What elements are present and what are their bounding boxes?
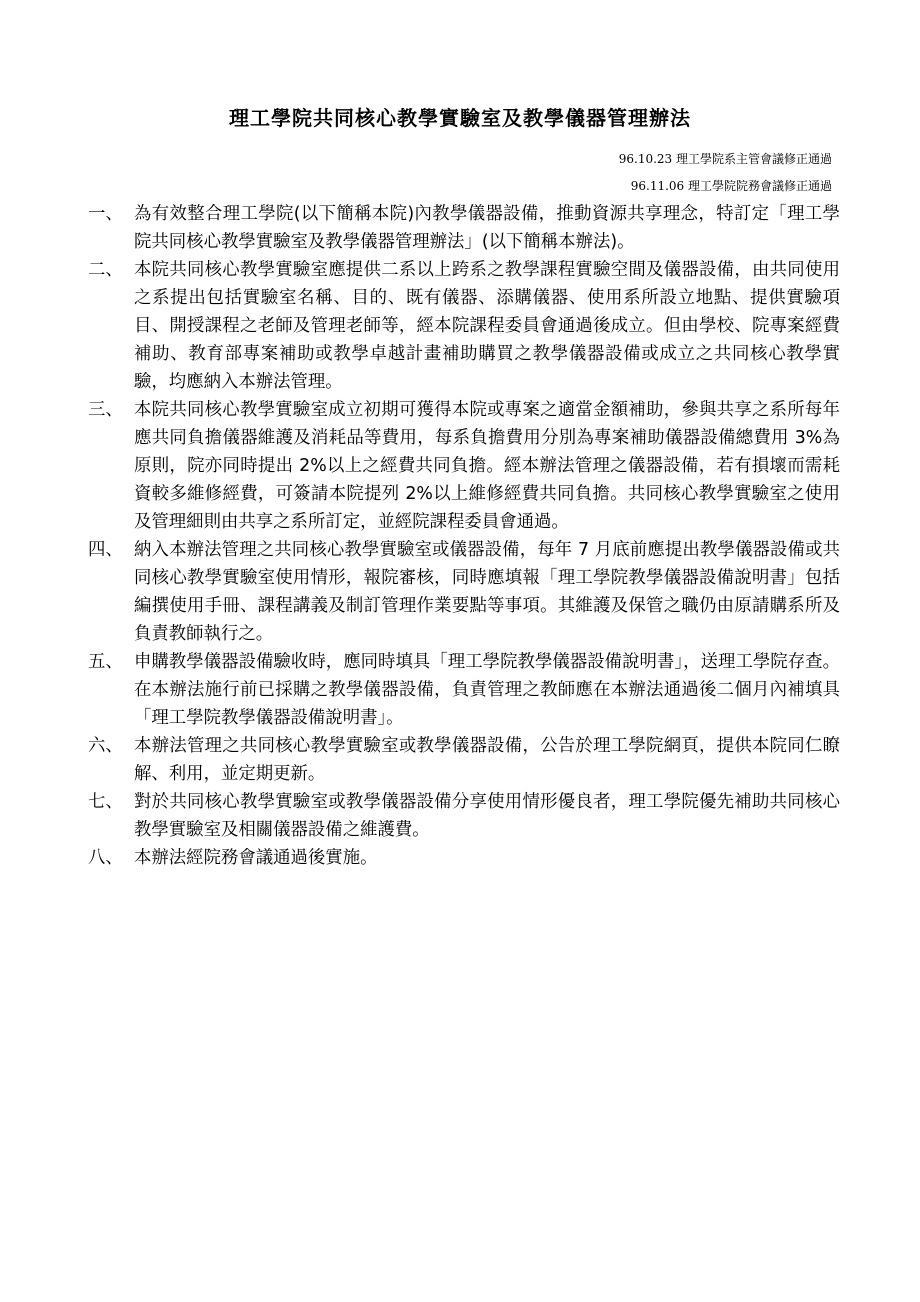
article-text: 本辦法管理之共同核心教學實驗室或教學儀器設備，公告於理工學院網頁，提供本院同仁瞭解、利用，並定期更新。 bbox=[134, 736, 840, 784]
document-title: 理工學院共同核心教學實驗室及教學儀器管理辦法 bbox=[229, 106, 691, 130]
article-number: 六、 bbox=[88, 736, 123, 756]
article-list bbox=[88, 200, 840, 872]
approval-note-2: 96.11.06 理工學院院務會議修正通過 bbox=[630, 179, 832, 193]
article-7 bbox=[88, 788, 840, 844]
article-number: 七、 bbox=[88, 792, 123, 812]
approval-note-1: 96.10.23 理工學院系主管會議修正通過 bbox=[618, 152, 832, 166]
article-6 bbox=[88, 732, 840, 788]
article-text: 為有效整合理工學院(以下簡稱本院)內教學儀器設備，推動資源共享理念，特訂定「理工學院共同核心教學實驗室及教學儀器管理辦法」(以下簡稱本辦法)。 bbox=[134, 204, 840, 252]
article-2 bbox=[88, 256, 840, 396]
article-number: 三、 bbox=[88, 400, 123, 420]
article-number: 八、 bbox=[88, 848, 123, 868]
article-number: 二、 bbox=[88, 260, 123, 280]
article-text: 納入本辦法管理之共同核心教學實驗室或儀器設備，每年 7 月底前應提出教學儀器設備或共同核心教學實驗室使用情形，報院審核，同時應填報「理工學院教學儀器設備說明書」包括編撰使用手冊、課程講義及制訂管理作業要點等事項。其維護及保管之職仍由原請購系所及負責教師執行之。 bbox=[134, 540, 840, 644]
article-number: 一、 bbox=[88, 204, 123, 224]
article-number: 五、 bbox=[88, 652, 123, 672]
article-3 bbox=[88, 396, 840, 536]
article-5 bbox=[88, 648, 840, 732]
article-text: 本辦法經院務會議通過後實施。 bbox=[134, 848, 378, 868]
article-text: 對於共同核心教學實驗室或教學儀器設備分享使用情形優良者，理工學院優先補助共同核心教學實驗室及相關儀器設備之維護費。 bbox=[134, 792, 840, 840]
article-text: 本院共同核心教學實驗室成立初期可獲得本院或專案之適當金額補助，參與共享之系所每年應共同負擔儀器維護及消耗品等費用，每系負擔費用分別為專案補助儀器設備總費用 3%為原則，院亦同時提出 2%以上之經費共同負擔。經本辦法管理之儀器設備，若有損壞而需耗資較多維修經費，可簽請本院提列 2%以上維修經費共同負擔。共同核心教學實驗室之使用及管理細則由共享之系所訂定，並經院課程委員會通過。 bbox=[134, 400, 840, 532]
article-text: 申購教學儀器設備驗收時，應同時填具「理工學院教學儀器設備說明書」，送理工學院存查。在本辦法施行前已採購之教學儀器設備，負責管理之教師應在本辦法通過後二個月內補填具「理工學院教學儀器設備說明書」。 bbox=[134, 652, 840, 728]
article-1 bbox=[88, 200, 840, 256]
article-4 bbox=[88, 536, 840, 648]
article-8 bbox=[88, 844, 840, 872]
article-number: 四、 bbox=[88, 540, 123, 560]
article-text: 本院共同核心教學實驗室應提供二系以上跨系之教學課程實驗空間及儀器設備，由共同使用之系提出包括實驗室名稱、目的、既有儀器、添購儀器、使用系所設立地點、提供實驗項目、開授課程之老師及管理老師等，經本院課程委員會通過後成立。但由學校、院專案經費補助、教育部專案補助或教學卓越計畫補助購買之教學儀器設備或成立之共同核心教學實驗，均應納入本辦法管理。 bbox=[134, 260, 840, 392]
